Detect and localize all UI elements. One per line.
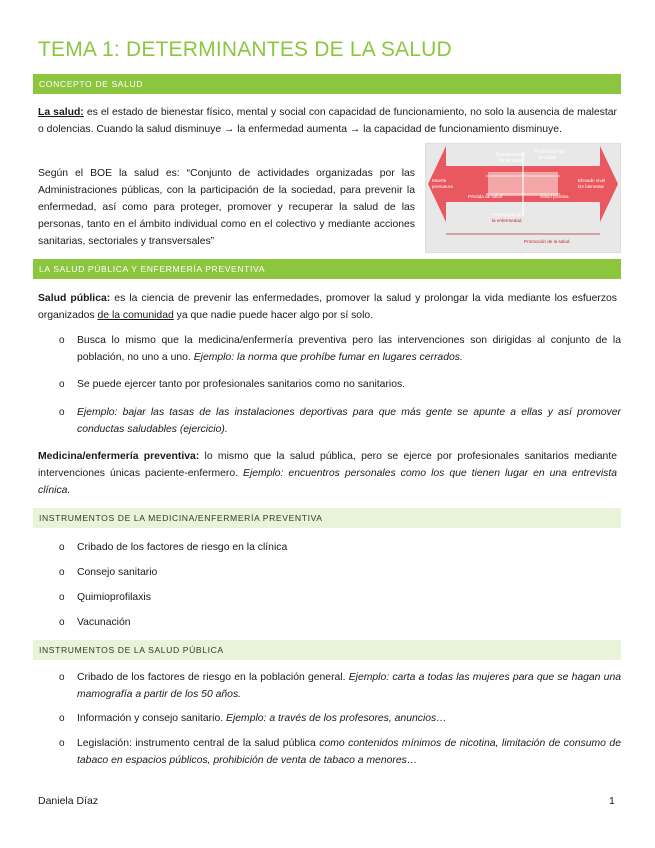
label-restauracion: Restauración bbox=[496, 152, 526, 158]
label-muerte-2: prematura bbox=[432, 184, 453, 189]
list-item-text: Cribado de los factores de riesgo en la población general. bbox=[77, 672, 349, 683]
list-item bbox=[59, 589, 621, 606]
list-item-example: Ejemplo: bajar las tasas de las instalaciones deportivas para que más gente se apunte a ellas y así promover conductas saludables (ejercicio). bbox=[77, 407, 621, 435]
list-item-example: Ejemplo: a través de los profesores, anuncios… bbox=[226, 713, 447, 724]
list-item-text: Quimioprofilaxis bbox=[77, 592, 151, 603]
label-positiva: Salud positiva bbox=[540, 194, 569, 199]
bullet-marker: o bbox=[59, 335, 65, 346]
footer-author: Daniela Díaz bbox=[38, 795, 99, 807]
term-medicina-preventiva: Medicina/enfermería preventiva: bbox=[38, 451, 200, 462]
section-header-instrumentos-medicina: INSTRUMENTOS DE LA MEDICINA/ENFERMERÍA PREVENTIVA bbox=[33, 508, 621, 528]
list-item bbox=[59, 669, 621, 703]
list-item bbox=[59, 710, 621, 727]
list-item bbox=[59, 332, 621, 366]
bullet-marker: o bbox=[59, 379, 65, 390]
label-prevencion: Prevención de bbox=[492, 212, 522, 217]
paragraph-salud-definition bbox=[38, 104, 617, 138]
list-item bbox=[59, 735, 621, 769]
list-item bbox=[59, 404, 621, 438]
label-proteccion: Protección de bbox=[534, 149, 565, 155]
paragraph-medicina-preventiva bbox=[38, 448, 617, 499]
paragraph-medicina-text: lo mismo que la salud pública, pero se ejerce por profesionales sanitarios mediante intervenciones únicas paciente-enfermero. bbox=[38, 451, 617, 479]
list-item bbox=[59, 376, 621, 393]
list-item-text: Información y consejo sanitario. bbox=[77, 713, 227, 724]
list-item-example: Ejemplo: carta a todas las mujeres para que se hagan una mamografía a partir de los 50 años. bbox=[77, 672, 621, 700]
list-item-example: Ejemplo: la norma que prohíbe fumar en lugares cerrados. bbox=[193, 352, 463, 363]
list-item-text: Se puede ejercer tanto por profesionales sanitarios como no sanitarios. bbox=[77, 379, 406, 390]
label-proteccion-2: la salud bbox=[539, 155, 557, 161]
list-item-example: como contenidos mínimos de nicotina, limitación de consumo de tabaco en espacios públicos, prohibición de venta de tabaco a menores… bbox=[77, 738, 621, 766]
paragraph-salud-publica bbox=[38, 290, 617, 324]
bullet-marker: o bbox=[59, 738, 65, 749]
label-prevencion-2: la enfermedad bbox=[492, 218, 522, 223]
section-header-instrumentos-salud-publica: INSTRUMENTOS DE LA SALUD PÚBLICA bbox=[33, 640, 621, 660]
bullet-marker: o bbox=[59, 407, 65, 418]
term-salud-publica: Salud pública: bbox=[38, 293, 111, 304]
paragraph-salud-publica-text-end: ya que nadie puede hacer algo por sí solo. bbox=[173, 310, 374, 321]
list-item bbox=[59, 539, 621, 556]
list-item bbox=[59, 564, 621, 581]
label-muerte: Muerte bbox=[432, 178, 447, 183]
underlined-comunidad: de la comunidad bbox=[97, 310, 174, 321]
bullet-marker: o bbox=[59, 567, 65, 578]
page-title: TEMA 1: DETERMINANTES DE LA SALUD bbox=[38, 38, 452, 61]
list-item-text: Legislación: instrumento central de la salud pública bbox=[77, 738, 320, 749]
paragraph-medicina-example: Ejemplo: encuentros personales como los que tienen lugar en una entrevista clínica. bbox=[38, 468, 618, 496]
list-item bbox=[59, 614, 621, 631]
paragraph-salud-text: es el estado de bienestar físico, mental y social con capacidad de funcionamiento, no solo la ausencia de malestar o dolencias. Cuando la salud disminuye → la enfermedad aumenta → la capacidad de funcionamiento disminuye. bbox=[38, 107, 617, 135]
label-promocion: Promoción de la salud bbox=[524, 239, 570, 244]
bullet-marker: o bbox=[59, 713, 65, 724]
list-item-text: Busca lo mismo que la medicina/enfermería preventiva pero las intervenciones son dirigidas al conjunto de la población, no uno a uno. bbox=[77, 335, 621, 363]
bullet-marker: o bbox=[59, 617, 65, 628]
paragraph-salud-publica-text: es la ciencia de prevenir las enfermedades, promover la salud y prolongar la vida mediante los esfuerzos organizados bbox=[38, 293, 617, 321]
bullet-marker: o bbox=[59, 592, 65, 603]
footer-page-number: 1 bbox=[609, 795, 615, 807]
label-restauracion-2: De la salud bbox=[498, 158, 524, 164]
paragraph-boe-definition: Según el BOE la salud es: “Conjunto de actividades organizadas por las Administraciones públicas, con la participación de la sociedad, para prevenir la enfermedad, así como para proteger, promover y recuperar la salud de las personas, tanto en el ámbito individual como en el colectivo y mediante acciones sanitarias, sectoriales y transversales” bbox=[38, 168, 415, 247]
term-salud: La salud: bbox=[38, 107, 84, 118]
bullet-marker: o bbox=[59, 542, 65, 553]
label-elevado-2: De bienestar bbox=[578, 184, 605, 189]
section-header-salud-publica: LA SALUD PÚBLICA Y ENFERMERÍA PREVENTIVA bbox=[33, 259, 621, 279]
list-item-text: Consejo sanitario bbox=[77, 567, 158, 578]
section-header-concepto: CONCEPTO DE SALUD bbox=[33, 74, 621, 94]
label-perdida: Pérdida de salud bbox=[468, 194, 503, 199]
health-continuum-diagram bbox=[426, 144, 620, 252]
list-item-text: Vacunación bbox=[77, 617, 131, 628]
list-item-text: Cribado de los factores de riesgo en la clínica bbox=[77, 542, 288, 553]
health-continuum-figure bbox=[425, 143, 621, 253]
label-elevado: Elevado nivel bbox=[578, 178, 606, 183]
bullet-marker: o bbox=[59, 672, 65, 683]
